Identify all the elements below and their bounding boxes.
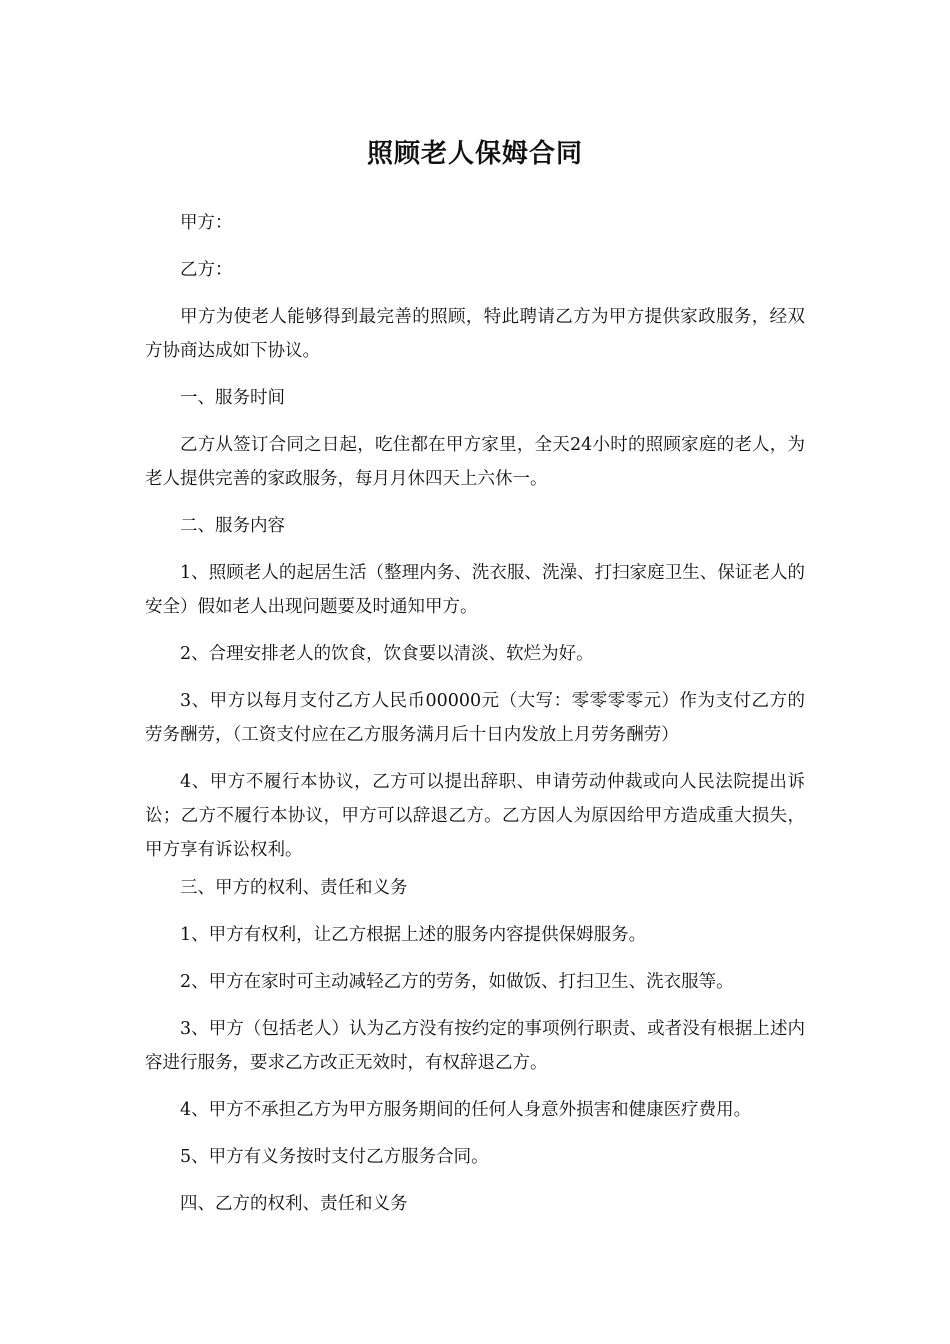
section-3-item-3: 3、甲方（包括老人）认为乙方没有按约定的事项例行职责、或者没有根据上述内容进行服务，要求乙方改正无效时，有权辞退乙方。 <box>145 1019 805 1073</box>
section-2-heading: 二、服务内容 <box>180 516 285 536</box>
section-4-heading: 四、乙方的权利、责任和义务 <box>180 1194 408 1214</box>
section-2-item-4: 4、甲方不履行本协议，乙方可以提出辞职、申请劳动仲裁或向人民法院提出诉讼；乙方不履行本协议，甲方可以辞退乙方。乙方因人为原因给甲方造成重大损失，甲方享有诉讼权利。 <box>145 772 805 860</box>
section-2-item-2: 2、合理安排老人的饮食，饮食要以清淡、软烂为好。 <box>180 644 594 664</box>
party-a-line: 甲方： <box>180 213 233 233</box>
section-3-item-2: 2、甲方在家时可主动减轻乙方的劳务，如做饭、打扫卫生、洗衣服等。 <box>180 972 734 992</box>
intro-paragraph: 甲方为使老人能够得到最完善的照顾，特此聘请乙方为甲方提供家政服务，经双方协商达成如下协议。 <box>145 307 805 361</box>
section-3-item-4: 4、甲方不承担乙方为甲方服务期间的任何人身意外损害和健康医疗费用。 <box>180 1100 752 1120</box>
document-page <box>145 120 805 1234</box>
section-3-heading: 三、甲方的权利、责任和义务 <box>180 878 408 898</box>
section-1-text: 乙方从签订合同之日起，吃住都在甲方家里，全天24小时的照顾家庭的老人，为老人提供完善的家政服务，每月月休四天上六休一。 <box>145 435 805 489</box>
section-3-item-5: 5、甲方有义务按时支付乙方服务合同。 <box>180 1147 489 1167</box>
section-3-item-1: 1、甲方有权利，让乙方根据上述的服务内容提供保姆服务。 <box>180 925 647 945</box>
document-title: 照顾老人保姆合同 <box>366 139 583 169</box>
section-1-heading: 一、服务时间 <box>180 388 285 408</box>
section-2-item-3: 3、甲方以每月支付乙方人民币00000元（大写：零零零零元）作为支付乙方的劳务酬劳，（工资支付应在乙方服务满月后十日内发放上月劳务酬劳） <box>145 691 805 745</box>
section-2-item-1: 1、照顾老人的起居生活（整理内务、洗衣服、洗澡、打扫家庭卫生、保证老人的安全）假如老人出现问题要及时通知甲方。 <box>145 563 805 617</box>
party-b-line: 乙方： <box>180 260 233 280</box>
